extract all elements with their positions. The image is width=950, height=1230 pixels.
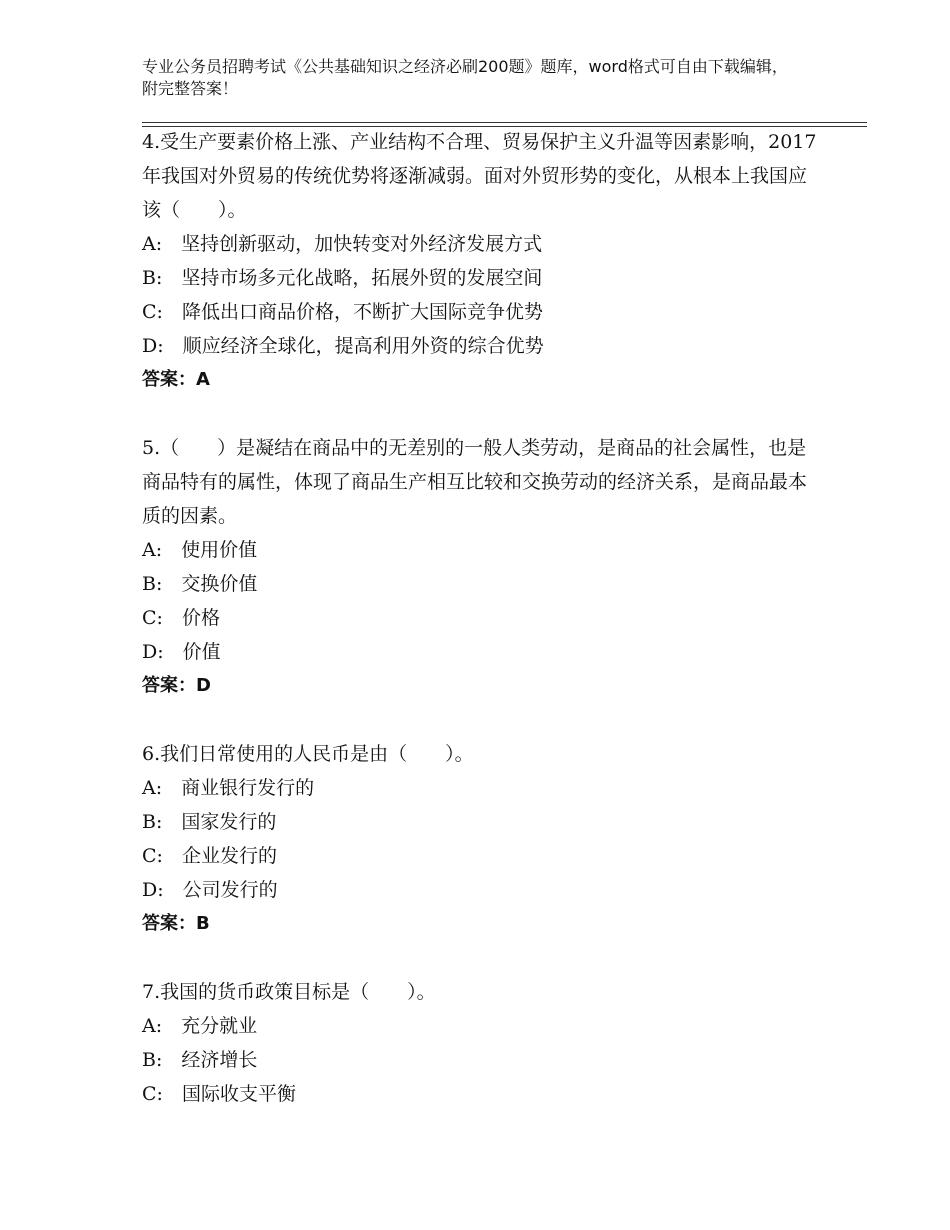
- question-text: 7.我国的货币政策目标是（ ）。: [142, 981, 436, 1003]
- question-5: [142, 431, 822, 703]
- option-a: A: 充分就业: [142, 1015, 258, 1037]
- option-d: D: 顺应经济全球化，提高利用外资的综合优势: [142, 335, 544, 357]
- option-c: C: 国际收支平衡: [142, 1083, 296, 1105]
- question-text: 5.（ ）是凝结在商品中的无差别的一般人类劳动，是商品的社会属性，也是商品特有的属性，体现了商品生产相互比较和交换劳动的经济关系，是商品最本质的因素。: [142, 437, 808, 527]
- option-d: D: 价值: [142, 641, 221, 663]
- document-header: 专业公务员招聘考试《公共基础知识之经济必刷200题》题库，word格式可自由下载编辑，附完整答案！: [142, 57, 788, 98]
- option-b: B: 国家发行的: [142, 811, 277, 833]
- option-c: C: 企业发行的: [142, 845, 277, 867]
- option-c: C: 价格: [142, 607, 220, 629]
- question-text: 6.我们日常使用的人民币是由（ ）。: [142, 743, 474, 765]
- question-4: [142, 125, 822, 397]
- answer-label: 答案：D: [142, 675, 211, 696]
- option-b: B: 经济增长: [142, 1049, 258, 1071]
- question-spacer: [142, 397, 822, 431]
- question-6: [142, 737, 822, 941]
- option-a: A: 使用价值: [142, 539, 258, 561]
- answer-label: 答案：A: [142, 369, 210, 390]
- answer-label: 答案：B: [142, 913, 210, 934]
- option-a: A: 坚持创新驱动，加快转变对外经济发展方式: [142, 233, 543, 255]
- option-d: D: 公司发行的: [142, 879, 278, 901]
- header-rule-top: [142, 122, 867, 123]
- question-spacer: [142, 941, 822, 975]
- question-spacer: [142, 703, 822, 737]
- option-b: B: 坚持市场多元化战略，拓展外贸的发展空间: [142, 267, 543, 289]
- option-b: B: 交换价值: [142, 573, 258, 595]
- question-text: 4.受生产要素价格上涨、产业结构不合理、贸易保护主义升温等因素影响，2017年我国对外贸易的传统优势将逐渐减弱。面对外贸形势的变化，从根本上我国应该（ ）。: [142, 131, 817, 221]
- option-c: C: 降低出口商品价格，不断扩大国际竞争优势: [142, 301, 543, 323]
- option-a: A: 商业银行发行的: [142, 777, 315, 799]
- question-list: [142, 125, 822, 1111]
- question-7: [142, 975, 822, 1111]
